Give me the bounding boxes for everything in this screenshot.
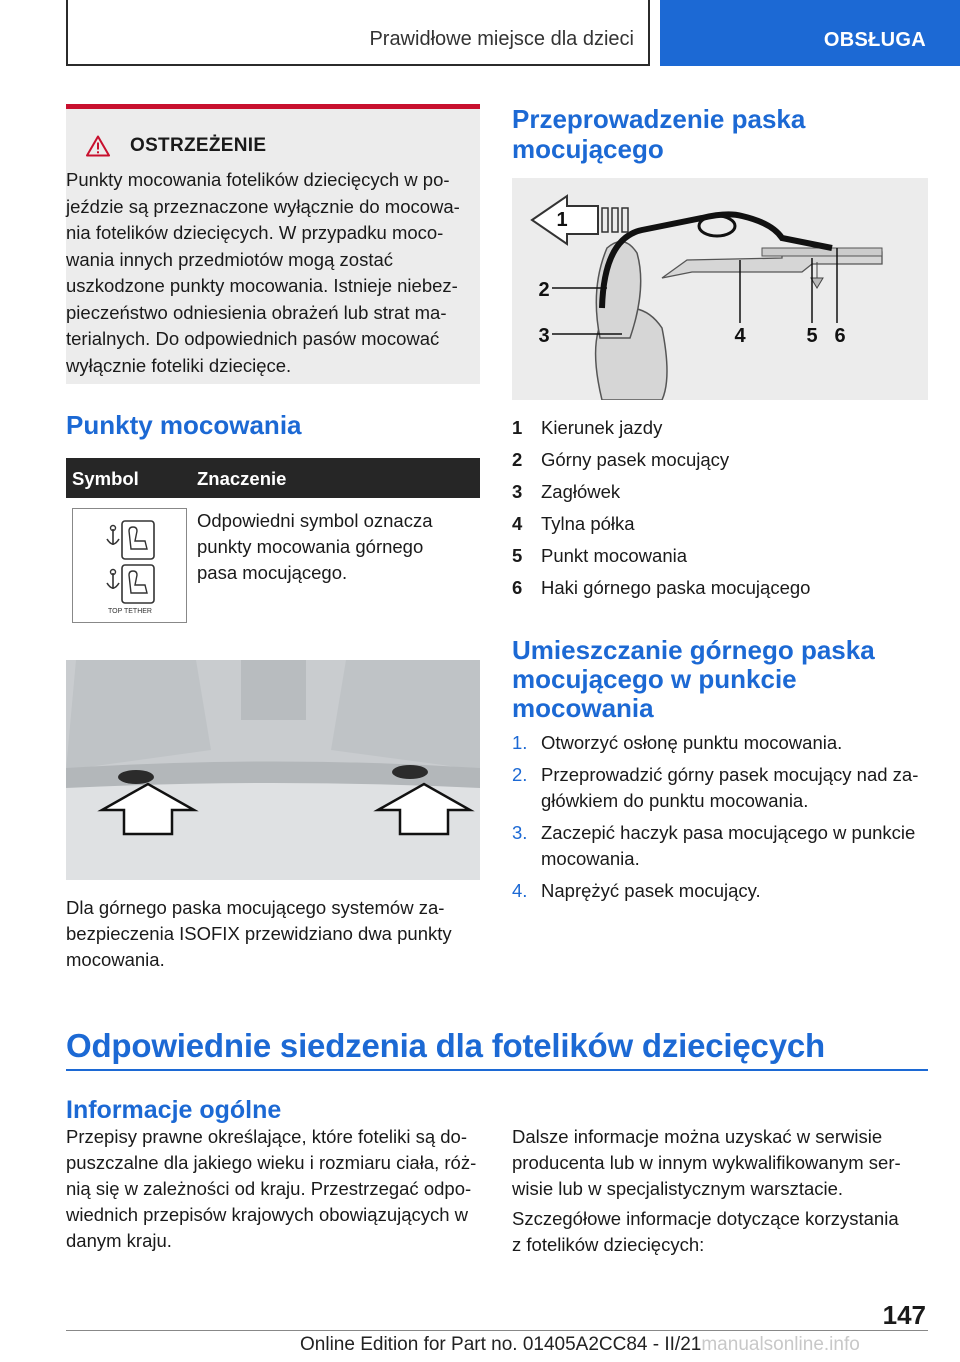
col-meaning: Znaczenie bbox=[197, 468, 287, 489]
legend-item bbox=[512, 572, 810, 604]
warning-line: Punkty mocowania fotelików dziecięcych w po- bbox=[66, 169, 450, 190]
meaning-line: punkty mocowania górnego bbox=[197, 536, 424, 557]
col-symbol: Symbol bbox=[72, 468, 139, 489]
warning-box bbox=[66, 104, 480, 384]
diagram-label-3: 3 bbox=[538, 325, 550, 347]
general-info-text bbox=[66, 1124, 476, 1254]
page-header bbox=[0, 0, 960, 66]
caption-line: mocowania. bbox=[66, 949, 165, 970]
legend-number: 2 bbox=[512, 449, 523, 470]
step-number: 3. bbox=[512, 822, 528, 843]
diagram-legend bbox=[512, 412, 810, 604]
further-info-text bbox=[512, 1124, 901, 1202]
legend-text: Haki górnego paska mocującego bbox=[541, 577, 811, 598]
paragraph-line: Szczegółowe informacje dotyczące korzystania bbox=[512, 1208, 899, 1229]
legend-item bbox=[512, 540, 810, 572]
legend-number: 1 bbox=[512, 417, 523, 438]
heading-rule bbox=[66, 1069, 928, 1071]
step-line: mocowania. bbox=[541, 848, 640, 869]
warning-line: nia fotelików dziecięcych. W przypadku moco- bbox=[66, 222, 444, 243]
diagram-label-6: 6 bbox=[834, 325, 846, 347]
attach-heading-line: mocującego w punkcie bbox=[512, 664, 797, 694]
legend-text: Punkt mocowania bbox=[541, 545, 688, 566]
caption-line: Dla górnego paska mocującego systemów za- bbox=[66, 897, 445, 918]
top-tether-caption: TOP TETHER bbox=[108, 608, 152, 615]
routing-heading-line: mocującego bbox=[512, 134, 664, 164]
step-text bbox=[541, 730, 842, 756]
anchor-points-heading: Punkty mocowania bbox=[66, 410, 302, 440]
attach-heading-line: mocowania bbox=[512, 693, 654, 723]
warning-line: wyłącznie foteliki dziecięce. bbox=[66, 354, 292, 376]
section-title-box bbox=[66, 0, 650, 66]
section-title: Prawidłowe miejsce dla dzieci bbox=[369, 28, 634, 50]
page-number: 147 bbox=[882, 1300, 926, 1330]
step-number: 2. bbox=[512, 764, 528, 785]
step-line: Zaczepić haczyk pasa mocującego w punkcie bbox=[541, 822, 916, 843]
legend-text: Kierunek jazdy bbox=[541, 417, 663, 438]
step-text bbox=[541, 820, 915, 872]
warning-header bbox=[86, 135, 266, 157]
step-line: Otworzyć osłonę punktu mocowania. bbox=[541, 732, 843, 753]
legend-number: 3 bbox=[512, 481, 523, 502]
symbol-table-header bbox=[66, 458, 480, 498]
paragraph-line: danym kraju. bbox=[66, 1230, 172, 1251]
suitable-seats-heading: Odpowiednie siedzenia dla fotelików dziecięcych bbox=[66, 1027, 825, 1064]
diagram-label-5: 5 bbox=[806, 325, 818, 347]
step-number: 1. bbox=[512, 732, 528, 753]
legend-number: 6 bbox=[512, 577, 523, 598]
chapter-tab-label: OBSŁUGA bbox=[823, 29, 926, 51]
edition-text: Online Edition for Part no. 01405A2CC84 - II/21 bbox=[300, 1334, 702, 1355]
step-item bbox=[512, 878, 932, 904]
paragraph-line: Dalsze informacje można uzyskać w serwisie bbox=[512, 1126, 883, 1147]
warning-heading: OSTRZEŻENIE bbox=[130, 135, 267, 156]
attach-steps bbox=[512, 730, 932, 910]
step-item bbox=[512, 820, 932, 872]
step-line: Naprężyć pasek mocujący. bbox=[541, 880, 761, 901]
chapter-tab[interactable] bbox=[660, 0, 960, 66]
paragraph-line: wiednich przepisów krajowych obowiązujących w bbox=[66, 1204, 469, 1225]
attach-heading bbox=[512, 636, 875, 723]
step-number: 4. bbox=[512, 880, 528, 901]
paragraph-line: producenta lub w innym wykwalifikowanym ser- bbox=[512, 1152, 901, 1173]
diagram-label-4: 4 bbox=[734, 325, 746, 347]
warning-line: jeździe są przeznaczone wyłącznie do mocowa- bbox=[66, 195, 460, 217]
legend-text: Tylna półka bbox=[541, 513, 635, 534]
step-line: Przeprowadzić górny pasek mocujący nad za- bbox=[541, 764, 919, 785]
paragraph-line: z fotelików dziecięcych: bbox=[512, 1234, 705, 1255]
legend-item bbox=[512, 476, 810, 508]
step-item bbox=[512, 730, 932, 756]
photo-caption bbox=[66, 895, 452, 973]
top-tether-symbol bbox=[72, 508, 187, 623]
meaning-line: pasa mocującego. bbox=[197, 562, 348, 583]
routing-heading bbox=[512, 104, 805, 164]
step-item bbox=[512, 762, 932, 814]
paragraph-line: Przepisy prawne określające, które foteliki są do- bbox=[66, 1126, 468, 1147]
warning-triangle-icon bbox=[86, 135, 110, 157]
symbol-table bbox=[66, 458, 480, 674]
legend-item bbox=[512, 412, 810, 444]
warning-lines bbox=[66, 167, 480, 379]
step-text bbox=[541, 762, 918, 814]
paragraph-line: puszczalne dla jakiego wieku i rozmiaru ciała, róż- bbox=[66, 1152, 477, 1173]
legend-text: Górny pasek mocujący bbox=[541, 449, 730, 470]
edition-footer bbox=[300, 1334, 860, 1356]
rear-seat-photo bbox=[66, 660, 480, 880]
warning-line: terialnych. Do odpowiednich pasów mocować bbox=[66, 328, 440, 349]
routing-heading-line: Przeprowadzenie paska bbox=[512, 104, 806, 134]
warning-line: wania innych przedmiotów mogą zostać bbox=[66, 248, 393, 270]
step-line: główkiem do punktu mocowania. bbox=[541, 790, 809, 811]
details-text bbox=[512, 1206, 899, 1258]
legend-number: 5 bbox=[512, 545, 523, 566]
strap-routing-diagram bbox=[512, 178, 928, 400]
symbol-meaning bbox=[197, 508, 433, 586]
legend-text: Zagłówek bbox=[541, 481, 621, 502]
legend-item bbox=[512, 444, 810, 476]
diagram-label-2: 2 bbox=[538, 279, 550, 301]
meaning-line: Odpowiedni symbol oznacza bbox=[197, 510, 433, 531]
legend-item bbox=[512, 508, 810, 540]
paragraph-line: wisie lub w specjalistycznym warsztacie. bbox=[512, 1178, 844, 1199]
diagram-label-1: 1 bbox=[556, 209, 568, 231]
general-info-heading: Informacje ogólne bbox=[66, 1096, 282, 1124]
watermark: manualsonline.info bbox=[701, 1334, 860, 1355]
attach-heading-line: Umieszczanie górnego paska bbox=[512, 635, 875, 665]
step-text bbox=[541, 878, 761, 904]
caption-line: bezpieczenia ISOFIX przewidziano dwa punkty bbox=[66, 923, 452, 944]
warning-line: pieczeństwo odniesienia obrażeń lub strat ma- bbox=[66, 301, 447, 323]
legend-number: 4 bbox=[512, 513, 523, 534]
child-seat-anchor-icon bbox=[73, 509, 188, 624]
paragraph-line: nią się w zależności od kraju. Przestrzegać odpo- bbox=[66, 1178, 472, 1199]
footer-rule bbox=[66, 1330, 928, 1331]
table-row bbox=[66, 498, 480, 674]
warning-line: uszkodzone punkty mocowania. Istnieje niebez- bbox=[66, 275, 458, 296]
